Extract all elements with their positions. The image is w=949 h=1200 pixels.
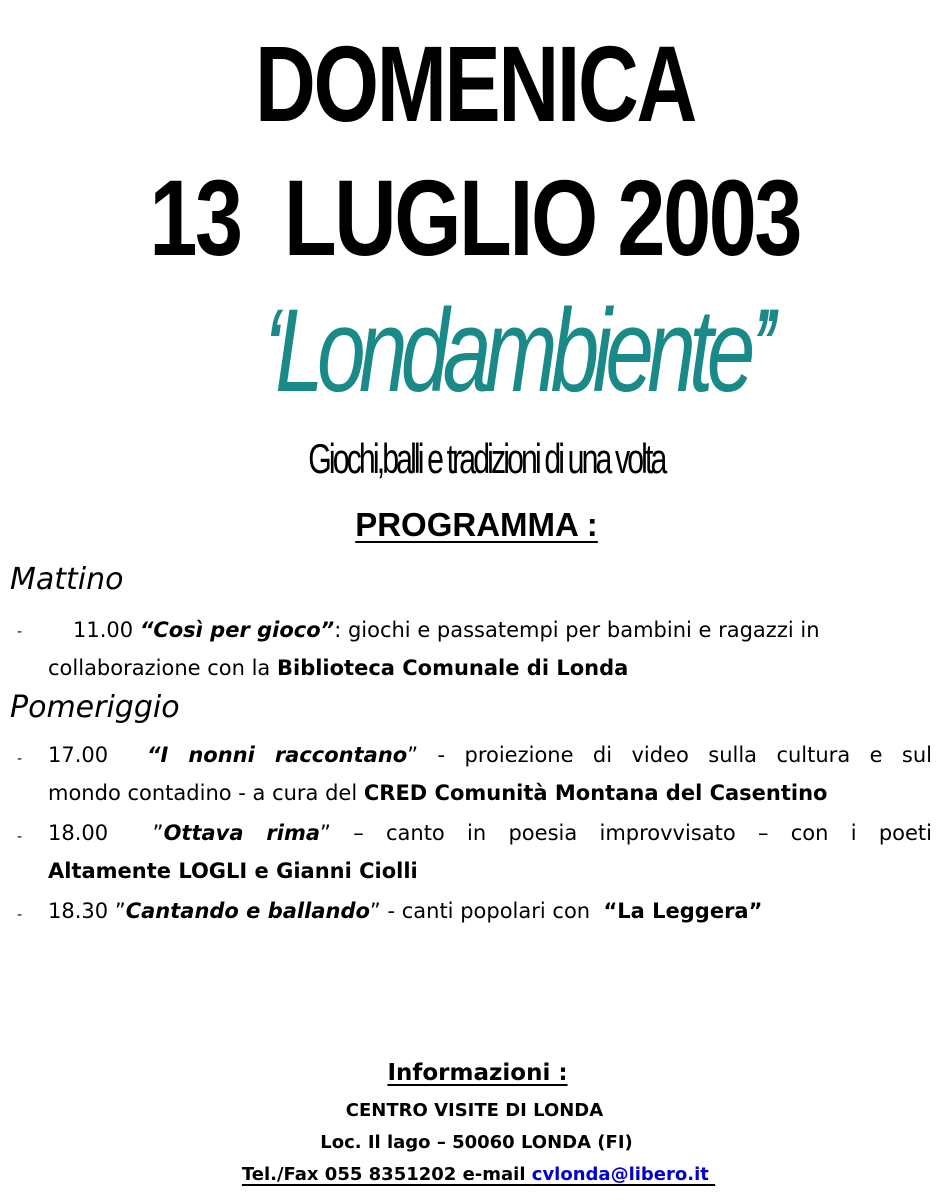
item-quote: ”	[369, 899, 381, 923]
item-title: Cantando e ballando	[125, 899, 370, 923]
event-subtitle-text: Giochi,balli e tradizioni di una volta	[308, 435, 665, 482]
item-line	[48, 892, 932, 930]
bullet: -	[17, 751, 23, 767]
item-line	[48, 611, 932, 649]
item-line	[48, 774, 932, 812]
item-organization: Altamente LOGLI e Gianni Ciolli	[48, 859, 418, 883]
item-title: “Così per gioco”	[139, 618, 335, 642]
event-subtitle	[0, 435, 949, 482]
item-text: – canto in poesia improvvisato – con i poeti	[330, 821, 932, 845]
bullet: -	[17, 907, 23, 923]
item-time: 18.00	[48, 821, 109, 845]
item-line	[48, 649, 932, 687]
item-title: Ottava rima	[163, 821, 321, 845]
item-text: mondo contadino - a cura del	[48, 781, 364, 805]
info-contact	[0, 1166, 949, 1184]
program-item-pomeriggio-1	[48, 736, 932, 812]
item-text: - canti popolari con	[380, 899, 597, 923]
item-text: : giochi e passatempi per bambini e ragazzi in	[334, 618, 820, 642]
item-quote: ”	[114, 899, 126, 923]
headline-date	[0, 157, 949, 278]
item-title: “I nonni raccontano	[146, 743, 408, 767]
info-address: Loc. Il lago – 50060 LONDA (FI)	[320, 1132, 633, 1153]
item-line	[48, 852, 932, 890]
event-name	[0, 285, 949, 417]
program-heading-text: PROGRAMMA :	[355, 506, 598, 543]
item-time: 11.00	[73, 618, 134, 642]
headline-date-text: 13 LUGLIO 2003	[149, 157, 800, 278]
info-phone: Tel./Fax 055 8351202 e-mail	[241, 1164, 532, 1185]
item-organization: Biblioteca Comunale di Londa	[276, 656, 629, 680]
item-line	[48, 814, 932, 852]
program-item-pomeriggio-3	[48, 892, 932, 930]
item-quote: ”	[320, 821, 331, 845]
item-organization: “La Leggera”	[603, 899, 763, 923]
item-quote: ”	[152, 821, 164, 845]
info-heading-text: Informazioni :	[387, 1060, 568, 1086]
bullet: -	[17, 624, 23, 640]
item-text: collaborazione con la	[48, 656, 277, 680]
item-quote: ”	[407, 743, 419, 767]
bullet: -	[17, 829, 23, 845]
section-heading-pomeriggio: Pomeriggio	[10, 690, 180, 725]
program-heading	[0, 505, 949, 545]
item-text: - proiezione di video sulla cultura e sul	[418, 743, 932, 767]
item-organization: CRED Comunità Montana del Casentino	[363, 781, 828, 805]
headline-day	[0, 23, 949, 144]
item-time: 18.30	[48, 899, 109, 923]
event-name-text: ‘Londambiente’’	[262, 285, 771, 417]
item-line	[48, 736, 932, 774]
email-link[interactable]: cvlonda@libero.it	[531, 1164, 709, 1185]
program-item-mattino-1	[48, 611, 932, 687]
headline-day-text: DOMENICA	[254, 23, 695, 144]
item-time: 17.00	[48, 743, 109, 767]
info-heading	[0, 1062, 949, 1085]
section-heading-mattino: Mattino	[10, 562, 124, 597]
info-center-name: CENTRO VISITE DI LONDA	[345, 1100, 604, 1121]
program-item-pomeriggio-2	[48, 814, 932, 890]
